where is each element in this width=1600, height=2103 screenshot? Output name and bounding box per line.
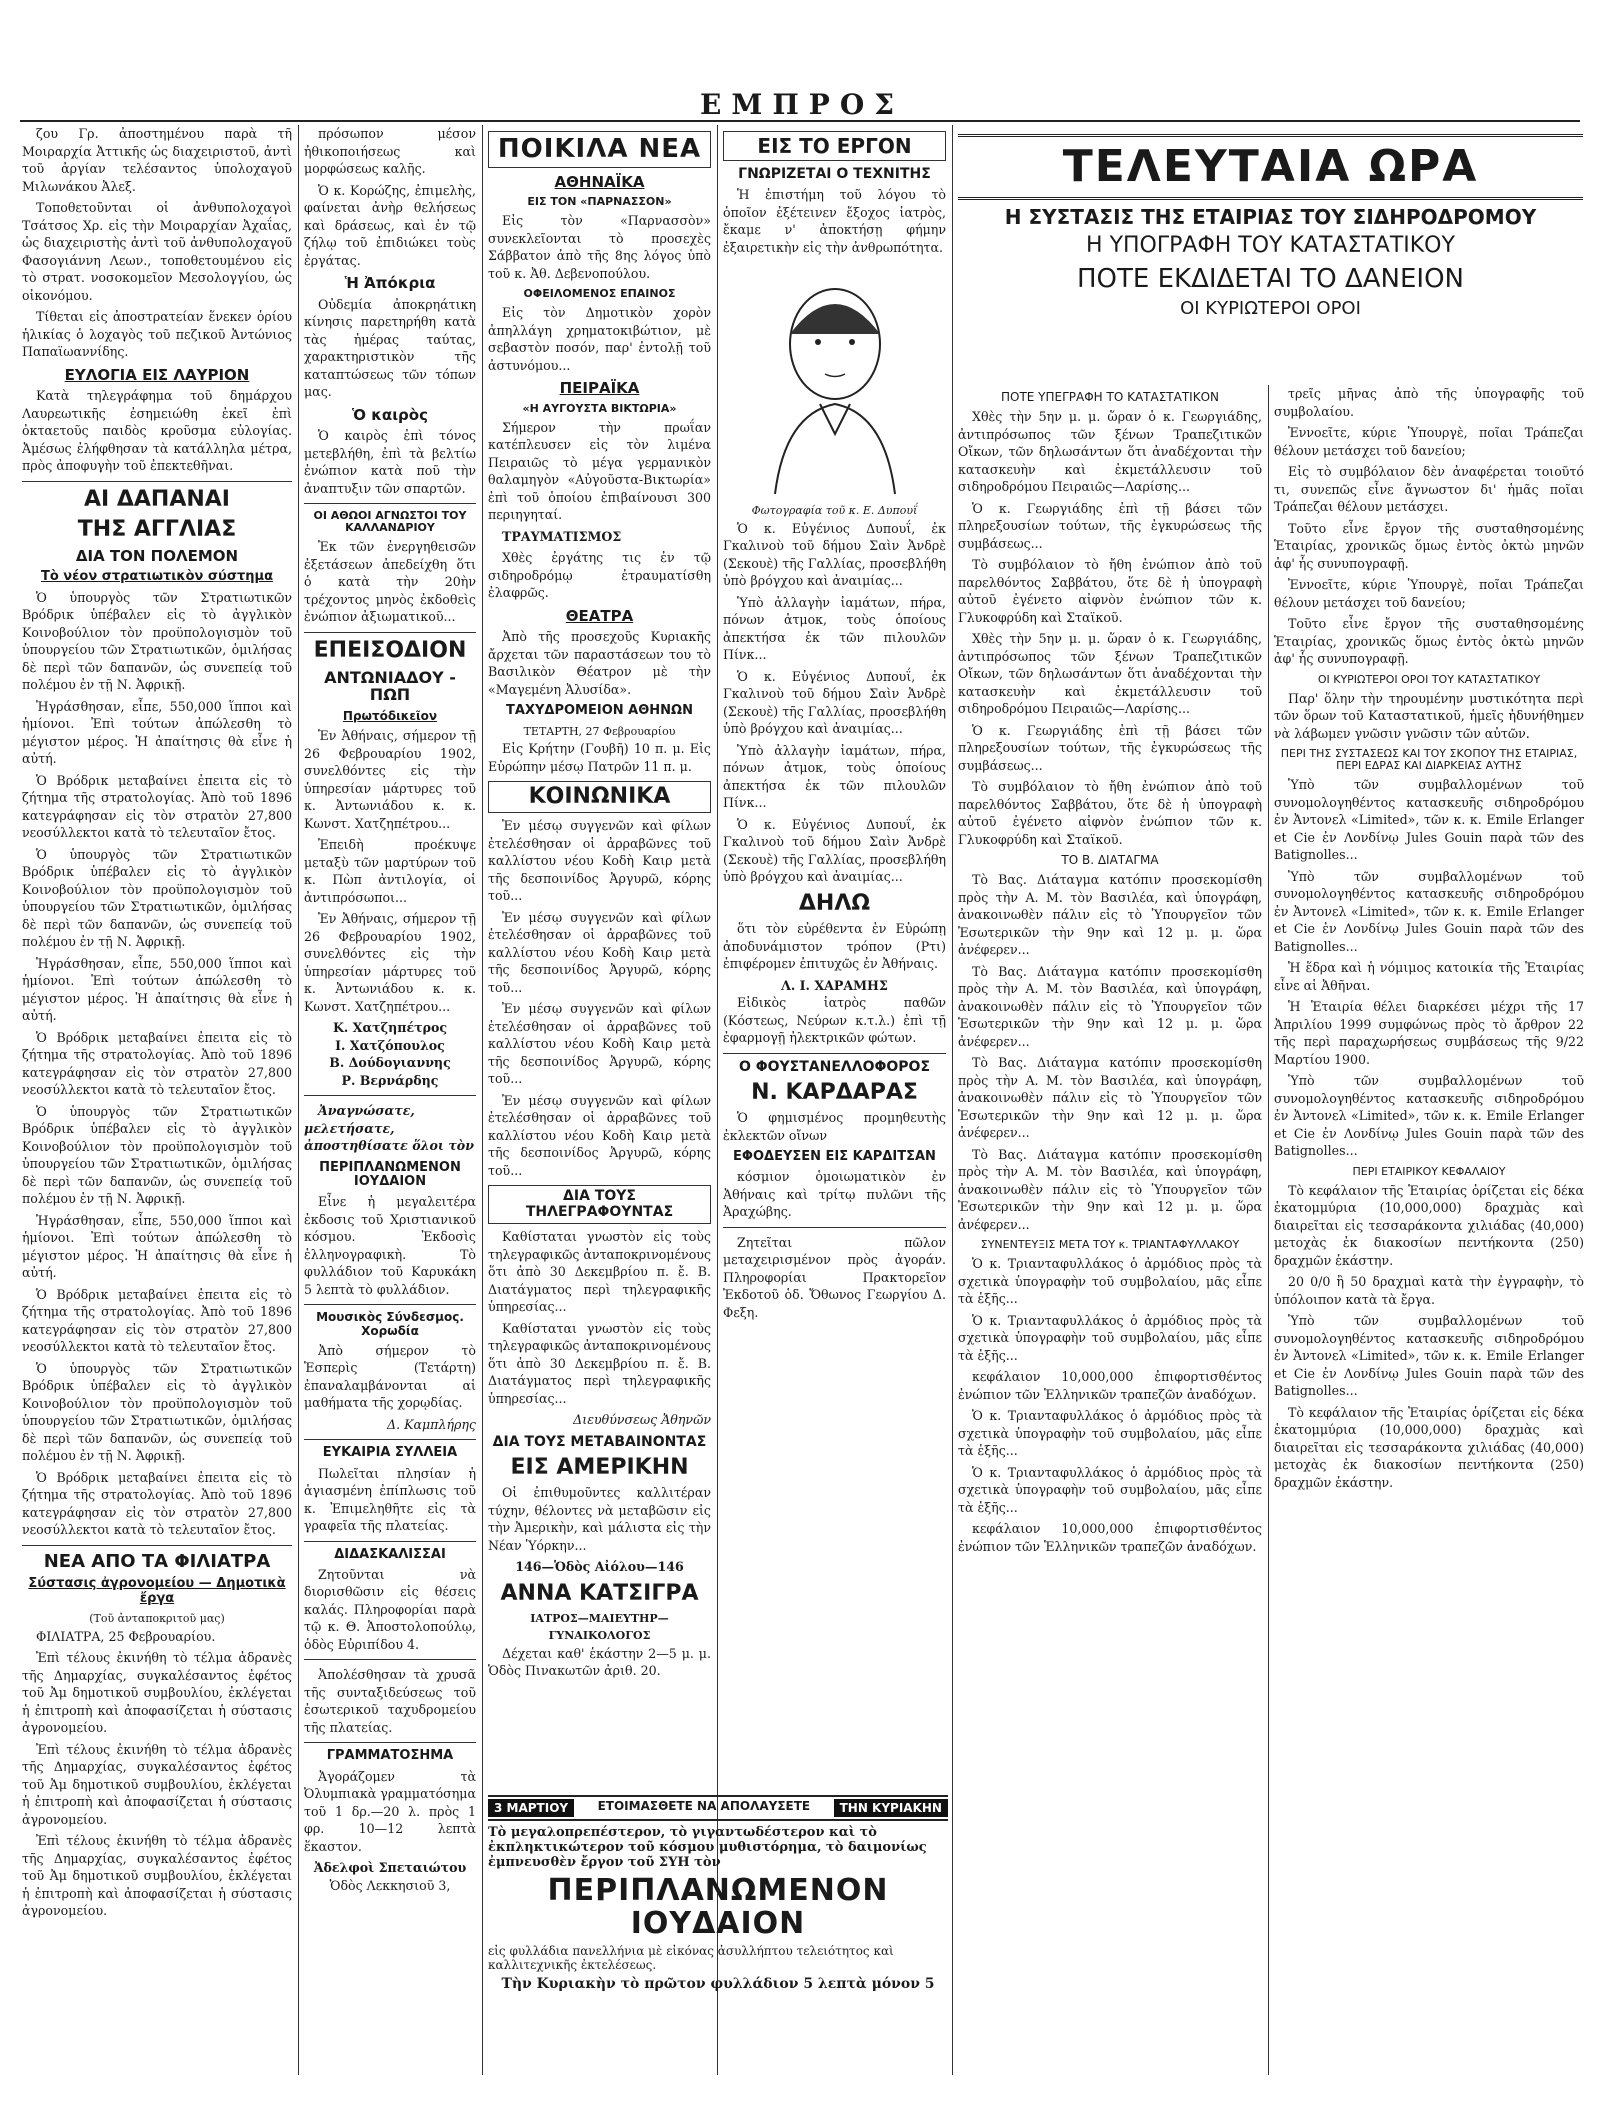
subheadline: ΤΟ Β. ΔΙΑΤΑΓΜΑ [1061,853,1159,868]
divider [304,1439,476,1440]
paragraph: Ὑπὸ ἀλλαγὴν ἰαμάτων, πήρα, πόνων ἀτμοκ, τοὺς ὁποίους ἀπεκτήσα ἐκ τῶν πιλουλῶν Πίνκ... [723,594,946,663]
divider [22,481,292,482]
paragraph: Ἐννοεῖτε, κύριε Ὑπουργὲ, ποῖαι Τράπεζαι θέλουν μετάσχει τοῦ δανείου; [1274,577,1584,610]
caption: Φωτογραφία τοῦ κ. Ε. Δυπουΐ [751,504,918,518]
paragraph: Τὸ Βας. Διάταγμα κατόπιν προσεκομίσθη πρὸς τὴν Α. Μ. τὸν Βασιλέα, καὶ ὑπογράφη, ἀνακοινωθὲν πάλιν εἰς τὸ Ὑπουργεῖον τῶν Ἐσωτερικῶν τὴν 9ην καὶ 12 μ. μ. ὥρα ἀνέφερεν... [958,1055,1262,1141]
paragraph: Ὑπὸ τῶν συμβαλλομένων τοῦ συνομολογηθέντος κατασκευῆς σιδηροδρόμου ἐν Ἀντονελ «Limited», τῶν κ. κ. Emile Erlanger et Cie ἐν Λονδίνῳ Jules Gouin παρὰ τῶν des Batignolles... [1274,1073,1584,1159]
witness-name: Κ. Χατζηπέτρος [332,1020,448,1036]
paragraph: Ὁ κ. Τριανταφυλλάκος ὁ ἀρμόδιος πρὸς τὰ σχετικὰ ὑπογραφὴν τοῦ συμβολαίου, μᾶς εἶπε τὰ ἑξῆς... [958,1256,1262,1307]
paragraph: Ἡ ἕδρα καὶ ἡ νόμιμος κατοικία τῆς Ἑταιρίας εἶνε αἱ Ἀθῆναι. [1274,960,1584,993]
column-5-headlines [958,128,1583,323]
headline-anna: ΑΝΝΑ ΚΑΤΣΙΓΡΑ [500,1580,699,1606]
subheadline: ΠΕΡΙ ΤΗΣ ΣΥΣΤΑΣΕΩΣ ΚΑΙ ΤΟΥ ΣΚΟΠΟΥ ΤΗΣ ΕΤΑΙΡΙΑΣ, ΠΕΡΙ ΕΔΡΑΣ ΚΑΙ ΔΙΑΡΚΕΙΑΣ ΑΥΤΗΣ [1280,747,1578,773]
signature: Δ. Καμπλήρης [386,1416,476,1432]
paragraph: Καθίσταται γνωστὸν εἰς τοὺς τηλεγραφικῶς ἀνταποκρινομένους ὅτι ἀπὸ 30 Δεκεμβρίου π. ἔ. Β. Διατάγματος περὶ τηλεγραφικῆς ὑπηρεσίας... [488,1229,711,1315]
headline-polemon: ΔΙΑ ΤΟΝ ΠΟΛΕΜΟΝ [75,546,239,565]
column-divider [952,125,953,2075]
divider [304,632,476,633]
divider [723,1053,946,1054]
paragraph: Τίθεται εἰς ἀποστρατείαν ἕνεκεν ὁρίου ἡλικίας ὁ λοχαγὸς τοῦ πεζικοῦ Ἀντώνιος Παπαϊωαννίδης. [22,309,292,359]
dateline: ΦΙΛΙΑΤΡΑ, 25 Φεβρουαρίου. [36,1628,216,1644]
paragraph: Ὑπὸ ἀλλαγὴν ἰαμάτων, πήρα, πόνων ἀτμοκ, τοὺς ὁποίους ἀπεκτήσα ἐκ τῶν πιλουλῶν Πίνκ... [723,742,946,811]
paragraph: Ὁ κ. Εὐγένιος Δυπουΐ, ἐκ Γκαλινοὺ τοῦ δήμου Σαὶν Ἀνδρὲ (Σεκουὲ) τῆς Γαλλίας, προσεβλήθη ὑπὸ βρόγχου καὶ ἀναιμίας... [723,816,946,885]
paragraph: κεφάλαιον 10,000,000 ἐπιφορτισθέντος ἐνώπιον τῶν Ἑλληνικῶν τραπεζῶν ἀναδόχων. [958,1369,1262,1402]
paragraph: Πωλεῖται πλησίαν ἡ ἁγιασμένη ἐπίπλωσις τοῦ κ. Ἐπιμεληθῆτε εἰς τὰ γραφεῖα τῆς πλατείας. [304,1465,476,1534]
headline-athoi: ΟΙ ΑΘΩΟΙ ΑΓΝΩΣΤΟΙ ΤΟΥ ΚΑΛΛΑΝΔΡΙΟΥ [313,509,467,535]
paragraph: Ὁ ὑπουργὸς τῶν Στρατιωτικῶν Βρόδρικ ὑπέβαλεν εἰς τὸ ἀγγλικὸν Κοινοβούλιον τὸν προϋπολογισμὸν τοῦ ὑπουργείου τῶν Στρατιωτικῶν, ὁμιλήσας δὲ περὶ τῶν δαπανῶν, ὡς συνεπείᾳ τοῦ πολέμου ἐν τῇ Ν. Ἀφρικῇ. [22,846,292,950]
paragraph: Ὁ κ. Κορώζης, ἐπιμελὴς, φαίνεται ἀνὴρ θελήσεως καὶ δράσεως, καὶ ἐν τῷ ζήλῳ τοῦ ἐπιδιώκει τοὺς ἐργάτας. [304,182,476,268]
address: Ὁδὸς Λεκκησιοῦ 3, [329,1877,451,1893]
paragraph: Ὁ κ. Τριανταφυλλάκος ὁ ἀρμόδιος πρὸς τὰ σχετικὰ ὑπογραφὴν τοῦ συμβολαίου, μᾶς εἶπε τὰ ἑξῆς... [958,1408,1262,1459]
headline-peiraika: ΠΕΙΡΑΪΚΑ [559,379,640,398]
paragraph: Ὁ κ. Τριανταφυλλάκος ὁ ἀρμόδιος πρὸς τὰ σχετικὰ ὑπογραφὴν τοῦ συμβολαίου, μᾶς εἶπε τὰ ἑξῆς... [958,1464,1262,1515]
paragraph: Ὁ φημισμένος προμηθευτὴς ἐκλεκτῶν οἴνων [723,1110,946,1143]
column-divider [298,125,299,2075]
paragraph: κόσμιον ὁμοιωματικὸν ἐν Ἀθήναις καὶ τρίτῳ πυλῶνι τῆς Ἀραχώβης. [723,1169,946,1220]
paragraph: Ἀναγνώσατε, μελετήσατε, ἀποστηθίσατε ὅλοι τὸν [304,1103,474,1154]
paragraph: Ὁ κ. Γεωργιάδης ἐπὶ τῇ βάσει τῶν πληρεξουσίων τούτων, τῆς ἐγκυρώσεως τῆς συμβάσεως... [958,500,1262,551]
headline-kardaras: Ν. ΚΑΡΔΑΡΑΣ [751,1079,918,1105]
paragraph: Ὑπὸ τῶν συμβαλλομένων τοῦ συνομολογηθέντος κατασκευῆς σιδηροδρόμου ἐν Ἀντονελ «Limited», τῶν κ. κ. Emile Erlanger et Cie ἐν Λονδίνῳ Jules Gouin παρὰ τῶν des Batignolles... [1274,868,1584,954]
paragraph: Χθὲς τὴν 5ην μ. μ. ὥραν ὁ κ. Γεωργιάδης, ἀντιπρόσωπος τῶν ξένων Τραπεζιτικῶν Οἴκων, τῶν δηλωσάντων ὅτι ἀναδέχονται τὴν κατασκευὴν καὶ ἐκμετάλλευσιν τοῦ σιδηροδρόμου Πειραιῶς—Λαρίσης... [958,631,1262,717]
paragraph: Ὁ κ. Τριανταφυλλάκος ὁ ἀρμόδιος πρὸς τὰ σχετικὰ ὑπογραφὴν τοῦ συμβολαίου, μᾶς εἶπε τὰ ἑξῆς... [958,1312,1262,1363]
paragraph: Τοῦτο εἶνε ἔργον τῆς συσταθησομένης Ἑταιρίας, χρονικῶς ὅμως ἐντὸς ὀκτὼ μηνῶν ἀφ' ἧς συνυπογραφῇ. [1274,616,1584,666]
paragraph: Εἶνε ἡ μεγαλειτέρα ἐκδοσις τοῦ Χριστιανικοῦ κόσμου. Ἐκδοσὶς ἑλληνογραφικὴ. Τὸ φυλλάδιον τοῦ Καρυκάκη 5 λεπτὰ τὸ φυλλάδιον. [304,1194,476,1297]
divider [304,1742,476,1743]
column-divider [1268,385,1269,2075]
headline-pote: ΠΟΤΕ ΕΚΔΙΔΕΤΑΙ ΤΟ ΔΑΝΕΙΟΝ [1077,263,1464,294]
paragraph: ΤΡΑΥΜΑΤΙΣΜΟΣ [502,528,622,544]
paragraph: Ἀγοράζομεν τὰ Ὀλυμπιακὰ γραμματόσημα τοῦ 1 δρ.—20 λ. πρὸς 1 φρ. 10—12 λεπτὰ ἕκαστον. [304,1768,476,1854]
divider [304,503,476,504]
paragraph: Εἰς Κρήτην (Γουβῆ) 10 π. μ. Εἰς Εὐρώπην μέσῳ Πατρῶν 11 π. μ. [488,741,711,774]
paragraph: Καθίσταται γνωστὸν εἰς τοὺς τηλεγραφικῶς ἀνταποκρινομένους ὅτι ἀπὸ 30 Δεκεμβρίου π. ἔ. Β. Διατάγματος περὶ τηλεγραφικῆς ὑπηρεσίας... [488,1320,711,1406]
paragraph: Οἱ ἐπιθυμοῦντες καλλιτέραν τύχην, θέλοντες νὰ μεταβῶσιν εἰς τὴν Ἀμερικὴν, καὶ μάλιστα εἰς τὴν Νέαν Ὑόρκην... [488,1485,711,1553]
paragraph: Ἐν Ἀθήναις, σήμερον τῇ 26 Φεβρουαρίου 1902, συνελθόντες εἰς τὴν ὑπηρεσίαν μάρτυρες τοῦ κ. Ἀντωνιάδου κ. κ. Κωνστ. Χατζηπέτρου... [304,911,476,1014]
subheadline: Τὸ νέον στρατιωτικὸν σύστημα [40,569,274,585]
paragraph: Ὁ Βρόδρικ μεταβαίνει ἐπειτα εἰς τὸ ζήτημα τῆς στρατολογίας. Ἀπὸ τοῦ 1896 κατεγράφησαν εἰς τὸν στρατὸν 27,800 νεοσύλλεκτοι κατὰ τὸ τελευταῖον ἔτος. [22,772,292,841]
paragraph: Τὸ Βας. Διάταγμα κατόπιν προσεκομίσθη πρὸς τὴν Α. Μ. τὸν Βασιλέα, καὶ ὑπογράφη, ἀνακοινωθὲν πάλιν εἰς τὸ Ὑπουργεῖον τῶν Ἐσωτερικῶν τὴν 9ην καὶ 12 μ. μ. ὥρα ἀνέφερεν... [958,872,1262,958]
subheadline: ΕΙΣ ΤΟΝ «ΠΑΡΝΑΣΣΟΝ» [527,195,672,209]
subheadline: ΣΥΝΕΝΤΕΥΞΙΣ ΜΕΤΑ ΤΟΥ κ. ΤΡΙΑΝΤΑΦΥΛΛΑΚΟΥ [980,1238,1240,1252]
headline-filiatra: ΝΕΑ ΑΠΟ ΤΑ ΦΙΛΙΑΤΡΑ [43,1550,271,1572]
paragraph: Ἡ ἐπιστήμη τοῦ λόγου τὸ ὁποῖον ἐξέτεινεν ἔξοχος ἰατρὸς, ἔκαμε ν' ἀποκτήσῃ φήμην ἐξαιρετικὴν εἰς τὴν ἀνθρωπότητα. [723,187,946,255]
banner-title: ΠΕΡΙΠΛΑΝΩΜΕΝΟΝ ΙΟΥΔΑΙΟΝ [547,1873,889,1941]
divider [304,1541,476,1542]
dateline: ΤΕΤΑΡΤΗ, 27 Φεβρουαρίου [523,724,676,738]
paragraph: Ἐν μέσῳ συγγενῶν καὶ φίλων ἐτελέσθησαν οἱ ἀρραβῶνες τοῦ καλλίστου νέου Κοδὴ Καιρ μετὰ τῆς δεσποινίδος Ἀργυρῶ, κόρης τοῦ... [488,1001,711,1087]
witness-name: Ι. Χατζόπουλος [335,1037,445,1053]
headline-technitis: ΓΝΩΡΙΖΕΤΑΙ Ο ΤΕΧΝΙΤΗΣ [738,166,931,182]
witness-name: Ρ. Βερνάρδης [341,1072,439,1088]
paragraph: Ὁ Βρόδρικ μεταβαίνει ἐπειτα εἰς τὸ ζήτημα τῆς στρατολογίας. Ἀπὸ τοῦ 1896 κατεγράφησαν εἰς τὸν στρατὸν 27,800 νεοσύλλεκτοι κατὰ τὸ τελευταῖον ἔτος. [22,1469,292,1538]
column-3 [488,125,711,1785]
paragraph: Ἐπὶ τέλους ἐκινήθη τὸ τέλμα ἀδρανὲς τῆς Δημαρχίας, συγκαλέσαντος ἐφέτος τοῦ Ἀμ δημοτικοῦ συμβουλίου, ἐκλέγεται ἡ ἐπιτροπὴ καὶ ἀποφασίζεται ἡ σύστασις ἀγρονομείου. [22,1650,292,1736]
banner-footer: Τὴν Κυριακὴν τὸ πρῶτον φυλλάδιον 5 λεπτὰ μόνον 5 [501,1976,935,1992]
paragraph: Χθὲς τὴν 5ην μ. μ. ὥραν ὁ κ. Γεωργιάδης, ἀντιπρόσωπος τῶν ξένων Τραπεζιτικῶν Οἴκων, τῶν δηλωσάντων ὅτι ἀναδέχονται τὴν κατασκευὴν καὶ ἐκμετάλλευσιν τοῦ σιδηροδρόμου Πειραιῶς—Λαρίσης... [958,409,1262,495]
subheadline: Πρωτόδικεῖον [342,709,438,724]
divider [304,1304,476,1305]
banner-day: ΤΗΝ ΚΥΡΙΑΚΗΝ [834,1799,948,1817]
divider [723,1227,946,1228]
paragraph: Τὸ συμβόλαιον τὸ ἤθη ἐνώπιον ἀπὸ τοῦ παρελθόντος Σαββάτου, ὅτε δὲ ἡ ὑπογραφὴ αὐτοῦ ἐγένετο αἰφνὸν ἐνώπιον τῶν κ. Γλυκοφρύδη καὶ Σταϊκοῦ. [958,557,1262,625]
paragraph: Εἰς τὸν Δημοτικὸν χορὸν ἀπηλλάγη χρηματοκιβώτιον, μὲ σεβαστὸν ποσόν, παρ' ἐντολῇ τοῦ ἀστυνόμου... [488,305,711,373]
paragraph: ὅτι τὸν εὐρέθεντα ἐν Εὐρώπῃ ἀποδυνάμιστον τρόπον (Ρτι) ἐπιφέρομεν ἐπιτυχῶς ἐν Ἀθήναις. [723,921,946,972]
headline-poikila: ΠΟΙΚΙΛΑ ΝΕΑ [488,131,711,168]
paragraph: Ἐν μέσῳ συγγενῶν καὶ φίλων ἐτελέσθησαν οἱ ἀρραβῶνες τοῦ καλλίστου νέου Κοδὴ Καιρ μετὰ τῆς δεσποινίδος Ἀργυρῶ, κόρης τοῦ... [488,818,711,904]
paragraph: Κατὰ τηλεγράφημα τοῦ δημάρχου Λαυρεωτικῆς ἐσημειώθη ἐκεῖ ἐπὶ ὀκταετοῦς παιδὸς κροῦσμα εὐλογίας. Ἀμέσως ἐλήφθησαν τὰ κατάλληλα μέτρα, πρὸς ἀποφυγὴν τοῦ ἐπεκτεθῆναι. [22,388,292,473]
paragraph: Ἠγράσθησαν, εἶπε, 550,000 ἵπποι καὶ ἡμίονοι. Ἐπὶ τούτων ἀπώλεσθη τὸ μέγιστον μέρος. Ἡ ἀπαίτησις θὰ εἶνε ἡ αὐτή. [22,698,292,767]
paragraph: Ἐν μέσῳ συγγενῶν καὶ φίλων ἐτελέσθησαν οἱ ἀρραβῶνες τοῦ καλλίστου νέου Κοδὴ Καιρ μετὰ τῆς δεσποινίδος Ἀργυρῶ, κόρης τοῦ... [488,1092,711,1178]
paragraph: Ὁ κ. Εὐγένιος Δυπουΐ, ἐκ Γκαλινοὺ τοῦ δήμου Σαὶν Ἀνδρὲ (Σεκουὲ) τῆς Γαλλίας, προσεβλήθη ὑπὸ βρόγχου καὶ ἀναιμίας... [723,668,946,737]
paragraph: Ὑπὸ τῶν συμβαλλομένων τοῦ συνομολογηθέντος κατασκευῆς σιδηροδρόμου ἐν Ἀντονελ «Limited», τῶν κ. κ. Emile Erlanger et Cie ἐν Λονδίνῳ Jules Gouin παρὰ τῶν des Batignolles... [1274,777,1584,863]
headline-taxydromeion: ΤΑΧΥΔΡΟΜΕΙΟΝ ΑΘΗΝΩΝ [506,703,693,719]
subheadline: ΠΟΤΕ ΥΠΕΓΡΑΦΗ ΤΟ ΚΑΤΑΣΤΑΤΙΚΟΝ [1000,390,1220,404]
paragraph: Ἡ Ἑταιρία θέλει διαρκέσει μέχρι τῆς 17 Ἀπριλίου 1999 συμφώνως πρὸς τὸ ἄρθρον 22 τῆς περὶ παραχωρήσεως συμβάσεως τῆς 9/22 Μαρτίου 1900. [1274,999,1584,1067]
paragraph: Ὑπὸ τῶν συμβαλλομένων τοῦ συνομολογηθέντος κατασκευῆς σιδηροδρόμου ἐν Ἀντονελ «Limited», τῶν κ. κ. Emile Erlanger et Cie ἐν Λονδίνῳ Jules Gouin παρὰ τῶν des Batignolles... [1274,1313,1584,1399]
paragraph: Χθὲς ἐργάτης τις ἐν τῷ σιδηροδρόμῳ ἐτραυματίσθη ἐλαφρῶς. [488,550,711,601]
headline-epeisodion: ΕΠΕΙΣΟΔΙΟΝ [313,637,467,663]
paragraph: Ἐν μέσῳ συγγενῶν καὶ φίλων ἐτελέσθησαν οἱ ἀρραβῶνες τοῦ καλλίστου νέου Κοδὴ Καιρ μετὰ τῆς δεσποινίδος Ἀργυρῶ, κόρης τοῦ... [488,909,711,995]
headline-metavainontas: ΔΙΑ ΤΟΥΣ ΜΕΤΑΒΑΙΝΟΝΤΑΣ [492,1433,707,1450]
portrait-icon [735,264,935,494]
paragraph: τρεῖς μῆνας ἀπὸ τῆς ὑπογραφῆς τοῦ συμβολαίου. [1274,386,1584,419]
signature: Διευθύνσεως Ἀθηνῶν [573,1412,711,1428]
paragraph: Ἀπὸ σήμερον τὸ Ἑσπερὶς (Τετάρτη) ἐπαναλαμβάνονται αἱ μαθήματα τῆς χορῳδίας. [304,1342,476,1411]
column-4 [723,125,946,1785]
masthead: ΕΜΠΡΟΣ [700,88,905,121]
paragraph: Τοῦτο εἶνε ἔργον τῆς συσταθησομένης Ἑταιρίας, χρονικῶς ὅμως ἐντὸς ὀκτὼ μηνῶν ἀφ' ἧς συνυπογραφῇ. [1274,520,1584,571]
column-divider [482,125,483,2075]
headline-foustanellof: Ο ΦΟΥΣΤΑΝΕΛΛΟΦΟΡΟΣ [738,1058,931,1075]
column-5-right [1274,385,1584,2075]
paragraph: Ἐννοεῖτε, κύριε Ὑπουργὲ, ποῖαι Τράπεζαι θέλουν μετάσχει τοῦ δανείου; [1274,425,1584,458]
paragraph: Ἀπὸ τῆς προσεχοῦς Κυριακῆς ἄρχεται τῶν παραστάσεων του τὸ Βασιλικὸν Θέατρον μὲ τὴν «Μαγεμένη Ἀλυσίδα». [488,629,711,697]
paragraph: Εἰς τὸ συμβόλαιον δὲν ἀναφέρεται τοιοῦτό τι, συνεπῶς εἶνε ἄγνωστον δι' ἡμᾶς ποῖαι Τράπεζαι θέλουν μετάσχει. [1274,464,1584,514]
paragraph: Ἐπὶ τέλους ἐκινήθη τὸ τέλμα ἀδρανὲς τῆς Δημαρχίας, συγκαλέσαντος ἐφέτος τοῦ Ἀμ δημοτικοῦ συμβουλίου, ἐκλέγεται ἡ ἐπιτροπὴ καὶ ἀποφασίζεται ἡ σύστασις ἀγρονομείου. [22,1833,292,1919]
headline-grammatosima: ΓΡΑΜΜΑΤΟΣΗΜΑ [326,1748,454,1764]
paragraph: Τὸ Βας. Διάταγμα κατόπιν προσεκομίσθη πρὸς τὴν Α. Μ. τὸν Βασιλέα, καὶ ὑπογράφη, ἀνακοινωθὲν πάλιν εἰς τὸ Ὑπουργεῖον τῶν Ἐσωτερικῶν τὴν 9ην καὶ 12 μ. μ. ὥρα ἀνέφερεν... [958,963,1262,1049]
paragraph: Δέχεται καθ' ἑκάστην 2—5 μ. μ. Ὁδὸς Πινακωτῶν ἀριθ. 20. [488,1645,711,1679]
headline-peripl: ΠΕΡΙΠΛΑΝΩΜΕΝΟΝ ΙΟΥΔΑΙΟΝ [319,1159,461,1190]
banner-date: 3 ΜΑΡΤΙΟΥ [488,1799,574,1817]
column-1 [22,125,292,2075]
headline-systasis: Η ΣΥΣΤΑΣΙΣ ΤΗΣ ΕΤΑΙΡΙΑΣ ΤΟΥ ΣΙΔΗΡΟΔΡΟΜΟΥ [1004,205,1537,230]
headline-amerikin: ΕΙΣ ΑΜΕΡΙΚΗΝ [510,1455,689,1481]
signature: Λ. Ι. ΧΑΡΑΜΗΣ [781,977,888,993]
paragraph: εἰς φυλλάδια πανελλήνια μὲ εἰκόνας ἀσυλλήπτου τελειότητος καὶ καλλιτεχνικῆς ἐκτελέσεως. [488,1944,894,1972]
headline-ofeilomenos: ΟΦΕΙΛΟΜΕΝΟΣ ΕΠΑΙΝΟΣ [523,287,676,301]
paragraph: Εἰς τὸν «Παρνασσὸν» συνεκλεῖονται τὸ προσεχὲς Σάββατον ἀπὸ τῆς 8ης λόγος ὑπὸ τοῦ κ. Ἀθ. Δεβενοπούλου. [488,213,711,281]
subheadline: ΠΕΡΙ ΕΤΑΙΡΙΚΟΥ ΚΕΦΑΛΑΙΟΥ [1352,1164,1506,1178]
paragraph: Ὁ ὑπουργὸς τῶν Στρατιωτικῶν Βρόδρικ ὑπέβαλεν εἰς τὸ ἀγγλικὸν Κοινοβούλιον τὸν προϋπολογισμὸν τοῦ ὑπουργείου τῶν Στρατιωτικῶν, ὁμιλήσας δὲ περὶ τῶν δαπανῶν, ὡς συνεπείᾳ τοῦ πολέμου ἐν τῇ Ν. Ἀφρικῇ. [22,589,292,693]
subheadline: ΟΙ ΚΥΡΙΩΤΕΡΟΙ ΟΡΟΙ ΤΟΥ ΚΑΤΑΣΤΑΤΙΚΟΥ [1317,672,1541,686]
headline-teleutaia: ΤΕΛΕΥΤΑΙΑ ΩΡΑ [958,134,1583,200]
paragraph: Τὸ μεγαλοπρεπέστερον, τὸ γιγαντωδέστερον καὶ τὸ ἐκπληκτικώτερον τοῦ κόσμου μυθιστόρημα, τὸ δαιμονίως ἐμπνευσθὲν ἔργον τοῦ ΣΥΗ τὸν [488,1825,927,1870]
paragraph: 20 0/0 ἢ 50 δραχμαὶ κατὰ τὴν ἐγγραφὴν, τὸ ὑπόλοιπον κατὰ τὰ ἔργα. [1274,1274,1584,1307]
signature: Ἀδελφοὶ Σπεταιώτου [313,1860,467,1876]
subheadline: Σύστασις ἀγρονομείου — Δημοτικὰ ἔργα [28,1576,286,1606]
bottom-banner [488,1795,948,2075]
column-2 [304,125,476,2075]
paragraph: Ὁ καιρὸς ἐπὶ τόνος μετεβλήθη, ἐπὶ τὰ βελτίω ἐνώπιον κατὰ ποῦ τὴν ἀναπτυξιν τῶν σπαρτῶν. [304,428,476,496]
paragraph: Εἰδικὸς ἰατρὸς παθῶν (Κόστεως, Νεύρων κ.τ.λ.) ἐπὶ τῇ ἐφαρμογῇ ἠλεκτρικῶν φώτων. [723,995,946,1046]
witness-name: Β. Δούδογιαννης [329,1055,451,1071]
paragraph: Παρ' ὅλην τὴν τηρουμένην μυστικότητα περὶ τῶν ὅρων τοῦ Καταστατικοῦ, ἡμεῖς ἠδυνήθημεν νὰ λάβωμεν γνῶσιν γνῶσιν τῶν αὐτῶν. [1274,690,1584,741]
subheadline: «Η ΑΥΓΟΥΣΤΑ ΒΙΚΤΩΡΙΑ» [522,401,677,415]
subheadline: ΙΑΤΡΟΣ—ΜΑΙΕΥΤΗΡ—ΓΥΝΑΙΚΟΛΟΓΟΣ [530,1611,669,1643]
correspondent-line: (Τοῦ ἀνταποκριτοῦ μας) [89,1612,225,1626]
headline-mousikos: Μουσικὸς Σύνδεσμος. Χορωδία [316,1310,464,1338]
paragraph: πρόσωπον μέσον ἠθικοποιήσεως καὶ μορφώσεως καλῆς. [304,126,476,176]
paragraph: Τὸ συμβόλαιον τὸ ἤθη ἐνώπιον ἀπὸ τοῦ παρελθόντος Σαββάτου, ὅτε δὲ ἡ ὑπογραφὴ αὐτοῦ ἐγένετο αἰφνὸν ἐνώπιον τῶν κ. Γλυκοφρύδη καὶ Σταϊκοῦ. [958,779,1262,847]
divider [304,1095,476,1096]
paragraph: Ἀπολέσθησαν τὰ χρυσᾶ τῆς συνταξιδεύσεως τοῦ ἐσωτερικοῦ ταχυδρομείου τῆς πλατείας. [304,1667,476,1735]
paragraph: Σήμερον τὴν πρωΐαν κατέπλευσεν εἰς τὸν λιμένα Πειραιῶς τὸ μέγα γερμανικὸν θαλαμηγὸν «Αὐγοῦστα-Βικτωρία» ἐπὶ τοῦ ὁποίου ἐπιβαίνουσι 300 περιηγηταί. [488,419,711,523]
paragraph: Ὁ κ. Γεωργιάδης ἐπὶ τῇ βάσει τῶν πληρεξουσίων τούτων, τῆς ἐγκυρώσεως τῆς συμβάσεως... [958,722,1262,773]
paragraph: Ὁ κ. Εὐγένιος Δυπουΐ, ἐκ Γκαλινοὺ τοῦ δήμου Σαὶν Ἀνδρὲ (Σεκουὲ) τῆς Γαλλίας, προσεβλήθη ὑπὸ βρόγχου καὶ ἀναιμίας... [723,520,946,589]
headline-athinaika: ΑΘΗΝΑΪΚΑ [554,172,645,191]
banner-label: ΕΤΟΙΜΑΣΘΕΤΕ ΝΑ ΑΠΟΛΑΥΣΕΤΕ [597,1799,811,1813]
banner-header [488,1795,948,1821]
headline-apokria: Ἡ Ἀπόκρια [344,274,436,292]
paragraph: Τοποθετοῦνται οἱ ἀνθυπολοχαγοὶ Τσάτσος Χρ. εἰς τὴν Μοιραρχίαν Ἀχαΐας, ὡς διαχειριστὴς ἀντὶ τοῦ ἀνθυπολοχαγοῦ Φασογιάννη Λεων., τοποθετουμένου εἰς τὸ στρατ. νοσοκομεῖον Μεσολογγίου, ὡς οἰκονόμου. [22,200,292,303]
column-5-left [958,385,1262,2075]
paragraph: Ὁ Βρόδρικ μεταβαίνει ἐπειτα εἰς τὸ ζήτημα τῆς στρατολογίας. Ἀπὸ τοῦ 1896 κατεγράφησαν εἰς τὸν στρατὸν 27,800 νεοσύλλεκτοι κατὰ τὸ τελευταῖον ἔτος. [22,1286,292,1355]
headline-koinonika: ΚΟΙΝΩΝΙΚΑ [488,781,711,813]
paragraph: Ζητεῖται πῶλον μεταχειρισμένον πρὸς ἀγοράν. Πληροφορίαι Πρακτορεῖον Ἐκδοτοῦ ὁδ. Ὄθωνος Γεωργίου Δ. Φεξη. [723,1234,946,1320]
portrait-image [735,264,935,494]
headline-ergon: ΕΙΣ ΤΟ ΕΡΓΟΝ [723,131,946,161]
paragraph: Ὁ ὑπουργὸς τῶν Στρατιωτικῶν Βρόδρικ ὑπέβαλεν εἰς τὸ ἀγγλικὸν Κοινοβούλιον τὸν προϋπολογισμὸν τοῦ ὑπουργείου τῶν Στρατιωτικῶν, ὁμιλήσας δὲ περὶ τῶν δαπανῶν, ὡς συνεπείᾳ τοῦ πολέμου ἐν τῇ Ν. Ἀφρικῇ. [22,1360,292,1464]
paragraph: Ζητοῦνται νὰ διορισθῶσιν εἰς θέσεις καλάς. Πληροφορίαι παρὰ τῷ κ. Θ. Ἀποστολοπούλῳ, ὁδὸς Εὐριπίδου 4. [304,1566,476,1652]
headline-eulogia: ΕΥΛΟΓΙΑ ΕΙΣ ΛΑΥΡΙΟΝ [64,365,250,384]
headline-dapanai: ΑΙ ΔΑΠΑΝΑΙ [84,486,230,512]
headline-oroi: ΟΙ ΚΥΡΙΩΤΕΡΟΙ ΟΡΟΙ [1180,298,1361,320]
top-rule [20,120,1580,122]
column-divider [717,125,718,2075]
headline-antoniadou: ΑΝΤΩΝΙΑΔΟΥ - ΠΩΠ [324,667,456,705]
paragraph: Ἐπὶ τέλους ἐκινήθη τὸ τέλμα ἀδρανὲς τῆς Δημαρχίας, συγκαλέσαντος ἐφέτος τοῦ Ἀμ δημοτικοῦ συμβουλίου, ἐκλέγεται ἡ ἐπιτροπὴ καὶ ἀποφασίζεται ἡ σύστασις ἀγρονομείου. [22,1741,292,1827]
paragraph: ζου Γρ. ἀποστημένου παρὰ τῆ Μοιραρχία Ἀττικῆς ὡς διαχειριστοῦ, ἀντὶ τοῦ ἀργίαν τελέσαντος ὑπολοχαγοῦ Μιλωνάκου Ἀλεξ. [22,126,292,194]
paragraph: Ἠγράσθησαν, εἶπε, 550,000 ἵπποι καὶ ἡμίονοι. Ἐπὶ τούτων ἀπώλεσθη τὸ μέγιστον μέρος. Ἡ ἀπαίτησις θὰ εἶνε ἡ αὐτή. [22,1212,292,1281]
headline-theatra: ΘΕΑΤΡΑ [565,606,634,625]
headline-didask: ΔΙΔΑΣΚΑΛΙΣΣΑΙ [334,1546,446,1562]
headline-efodeusen: ΕΦΟΔΕΥΣΕΝ ΕΙΣ ΚΑΡΔΙΤΣΑΝ [733,1149,936,1165]
paragraph: Ὁ ὑπουργὸς τῶν Στρατιωτικῶν Βρόδρικ ὑπέβαλεν εἰς τὸ ἀγγλικὸν Κοινοβούλιον τὸν προϋπολογισμὸν τοῦ ὑπουργείου τῶν Στρατιωτικῶν, ὁμιλήσας δὲ περὶ τῶν δαπανῶν, ὡς συνεπείᾳ τοῦ πολέμου ἐν τῇ Ν. Ἀφρικῇ. [22,1103,292,1207]
paragraph: Ἐν Ἀθήναις, σήμερον τῇ 26 Φεβρουαρίου 1902, συνελθόντες εἰς τὴν ὑπηρεσίαν μάρτυρες τοῦ κ. Ἀντωνιάδου κ. κ. Κωνστ. Χατζηπέτρου... [304,728,476,831]
headline-anglia: ΤΗΣ ΑΓΓΛΙΑΣ [77,516,237,542]
paragraph: Ἠγράσθησαν, εἶπε, 550,000 ἵπποι καὶ ἡμίονοι. Ἐπὶ τούτων ἀπώλεσθη τὸ μέγιστον μέρος. Ἡ ἀπαίτησις θὰ εἶνε ἡ αὐτή. [22,955,292,1024]
paragraph: Τὸ κεφάλαιον τῆς Ἑταιρίας ὁρίζεται εἰς δέκα ἑκατομμύρια (10,000,000) δραχμὰς καὶ διαιρεῖται εἰς τεσσαράκοντα χιλιάδας (40,000) μετοχὰς ἐκ διακοσίων πεντήκοντα (250) δραχμῶν ἑκάστην. [1274,1404,1584,1490]
divider [22,1545,292,1546]
paragraph: Τὸ Βας. Διάταγμα κατόπιν προσεκομίσθη πρὸς τὴν Α. Μ. τὸν Βασιλέα, καὶ ὑπογράφη, ἀνακοινωθὲν πάλιν εἰς τὸ Ὑπουργεῖον τῶν Ἐσωτερικῶν τὴν 9ην καὶ 12 μ. μ. ὥρα ἀνέφερεν... [958,1146,1262,1232]
paragraph: Ὁ Βρόδρικ μεταβαίνει ἐπειτα εἰς τὸ ζήτημα τῆς στρατολογίας. Ἀπὸ τοῦ 1896 κατεγράφησαν εἰς τὸν στρατὸν 27,800 νεοσύλλεκτοι κατὰ τὸ τελευταῖον ἔτος. [22,1029,292,1098]
headline-ypografi: Η ΥΠΟΓΡΑΦΗ ΤΟΥ ΚΑΤΑΣΤΑΤΙΚΟΥ [1086,233,1455,259]
headline-kairos: Ὁ καιρὸς [352,405,428,424]
paragraph: Ἐπειδὴ προέκυψε μεταξὺ τῶν μαρτύρων τοῦ κ. Πὼπ ἀντιλογία, οἱ ἀντιπρόσωποι... [304,837,476,905]
headline-eukaireia: ΕΥΚΑΙΡΙΑ ΣΥΛΛΕΙΑ [322,1445,458,1461]
address: 146—Ὁδὸς Αἰόλου—146 [515,1559,684,1575]
paragraph: Οὐδεμία ἀποκρηάτικη κίνησις παρετηρήθη κατὰ τὰς ἡμέρας ταύτας, χαρακτηριστικὸν τῆς καταπτώσεως τῶν τόπων μας. [304,296,476,399]
paragraph: Τὸ κεφάλαιον τῆς Ἑταιρίας ὁρίζεται εἰς δέκα ἑκατομμύρια (10,000,000) δραχμὰς καὶ διαιρεῖται εἰς τεσσαράκοντα χιλιάδας (40,000) μετοχὰς ἐκ διακοσίων πεντήκοντα (250) δραχμῶν ἑκάστην. [1274,1182,1584,1268]
divider [304,1659,476,1660]
headline-tilegraf: ΔΙΑ ΤΟΥΣ ΤΗΛΕΓΡΑΦΟΥΝΤΑΣ [488,1185,711,1224]
paragraph: Ἐκ τῶν ἐνεργηθεισῶν ἐξετάσεων ἀπεδείχθη ὅτι ὁ κατὰ τὴν 20ὴν τρέχοντος μηνὸς ἐκδοθεὶς ἐνώπιον ἀξιωματικοῦ... [304,539,476,625]
paragraph: κεφάλαιον 10,000,000 ἐπιφορτισθέντος ἐνώπιον τῶν Ἑλληνικῶν τραπεζῶν ἀναδόχων. [958,1521,1262,1554]
headline-dilo: ΔΗΛΩ [798,890,871,916]
